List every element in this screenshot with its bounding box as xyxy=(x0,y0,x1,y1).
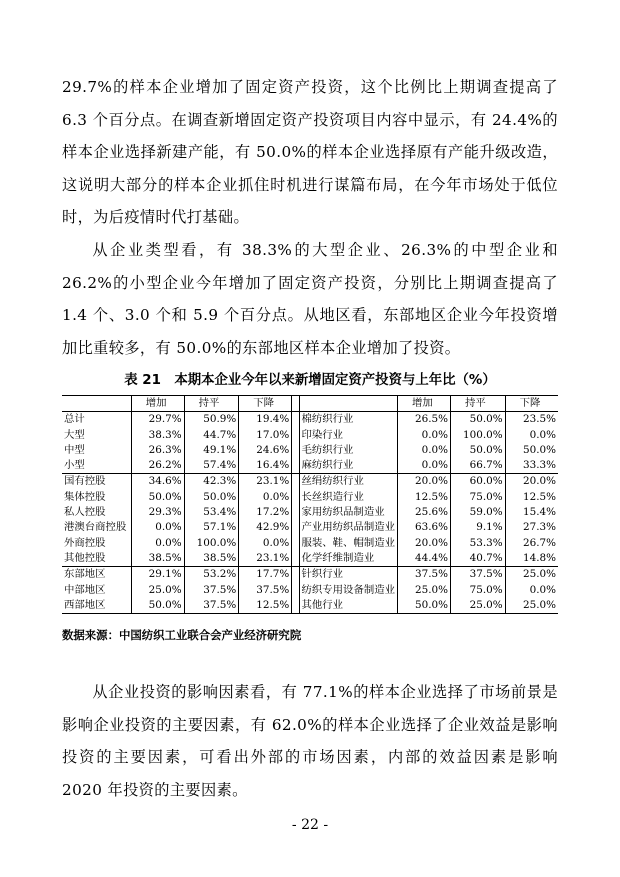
header-decrease: 下降 xyxy=(505,396,558,412)
row-label: 小型 xyxy=(64,459,85,472)
industry-label: 服装、鞋、帽制造业 xyxy=(299,536,398,551)
table-row xyxy=(62,412,558,428)
row-label: 其他控股 xyxy=(64,551,106,564)
gap-cell xyxy=(292,443,299,458)
row-label: 大型 xyxy=(64,428,85,441)
gap-cell xyxy=(292,458,299,474)
industry-label: 棉纺织行业 xyxy=(299,412,398,428)
row-label: 总计 xyxy=(64,413,85,426)
industry-label: 长丝织造行业 xyxy=(299,490,398,505)
table-row xyxy=(62,567,558,583)
value-increase: 0.0% xyxy=(398,458,451,474)
table-row xyxy=(62,520,558,535)
value-decrease: 16.4% xyxy=(239,458,292,474)
value-flat: 50.0% xyxy=(450,412,505,428)
value-increase: 38.5% xyxy=(131,551,184,567)
value-flat: 50.9% xyxy=(184,412,239,428)
value-increase: 20.0% xyxy=(398,536,451,551)
value-decrease: 17.2% xyxy=(239,505,292,520)
value-decrease: 23.1% xyxy=(239,474,292,490)
industry-label: 针织行业 xyxy=(299,567,398,583)
value-decrease: 24.6% xyxy=(239,443,292,458)
gap-cell xyxy=(292,536,299,551)
value-decrease: 12.5% xyxy=(505,490,558,505)
value-increase: 25.6% xyxy=(398,505,451,520)
value-increase: 25.0% xyxy=(398,583,451,598)
value-decrease: 17.0% xyxy=(239,428,292,443)
industry-label: 麻纺织行业 xyxy=(299,458,398,474)
value-flat: 53.3% xyxy=(450,536,505,551)
value-increase: 0.0% xyxy=(398,428,451,443)
industry-label: 化学纤维制造业 xyxy=(299,551,398,567)
paragraph-investment-overview: 29.7%的样本企业增加了固定资产投资，这个比例比上期调查提高了 6.3 个百分点。在调查新增固定资产投资项目内容中显示，有 24.4%的样本企业选择新建产能，有 50.0%的样本企业选择原有产能升级改造，这说明大部分的样本企业抓住时机进行谋篇布局，在今年市场处于低位时，为后疫情时代打基础。 xyxy=(62,78,558,227)
value-decrease: 25.0% xyxy=(505,598,558,614)
industry-label: 印染行业 xyxy=(299,428,398,443)
row-label: 集体控股 xyxy=(64,490,106,503)
table-row xyxy=(62,505,558,520)
value-increase: 50.0% xyxy=(398,598,451,614)
header-decrease: 下降 xyxy=(239,396,292,412)
value-increase: 63.6% xyxy=(398,520,451,535)
industry-label: 毛纺织行业 xyxy=(299,443,398,458)
value-increase: 12.5% xyxy=(398,490,451,505)
value-increase: 25.0% xyxy=(131,583,184,598)
value-decrease: 27.3% xyxy=(505,520,558,535)
gap-cell xyxy=(292,567,299,583)
value-decrease: 15.4% xyxy=(505,505,558,520)
value-increase: 26.3% xyxy=(131,443,184,458)
value-flat: 9.1% xyxy=(450,520,505,535)
row-label: 国有控股 xyxy=(62,474,131,490)
value-decrease: 14.8% xyxy=(505,551,558,567)
value-flat: 100.0% xyxy=(184,536,239,551)
value-decrease: 26.7% xyxy=(505,536,558,551)
value-decrease: 0.0% xyxy=(505,428,558,443)
value-flat: 66.7% xyxy=(450,458,505,474)
value-flat: 42.3% xyxy=(184,474,239,490)
header-gap xyxy=(292,396,299,412)
page-number: - 22 - xyxy=(291,817,329,833)
header-flat: 持平 xyxy=(450,396,505,412)
gap-cell xyxy=(292,474,299,490)
header-blank xyxy=(299,396,398,412)
header-increase: 增加 xyxy=(398,396,451,412)
value-flat: 38.5% xyxy=(184,551,239,567)
value-flat: 37.5% xyxy=(184,583,239,598)
table-row xyxy=(62,536,558,551)
value-flat: 100.0% xyxy=(450,428,505,443)
gap-cell xyxy=(292,583,299,598)
row-label: 港澳台商控股 xyxy=(64,521,127,534)
value-increase: 0.0% xyxy=(398,443,451,458)
value-increase: 38.3% xyxy=(131,428,184,443)
table-row xyxy=(62,443,558,458)
table-row xyxy=(62,490,558,505)
value-decrease: 42.9% xyxy=(239,520,292,535)
gap-cell xyxy=(292,428,299,443)
value-decrease: 19.4% xyxy=(239,412,292,428)
value-increase: 20.0% xyxy=(398,474,451,490)
gap-cell xyxy=(292,551,299,567)
value-decrease: 23.5% xyxy=(505,412,558,428)
investment-table xyxy=(62,395,558,614)
row-label: 中型 xyxy=(64,443,85,456)
paragraph-investment-factors: 从企业投资的影响因素看，有 77.1%的样本企业选择了市场前景是影响企业投资的主要因素，有 62.0%的样本企业选择了企业效益是影响投资的主要因素，可看出外部的市场因素，内部的效益因素是影响 2020 年投资的主要因素。 xyxy=(62,683,558,799)
value-increase: 44.4% xyxy=(398,551,451,567)
gap-cell xyxy=(292,520,299,535)
value-decrease: 12.5% xyxy=(239,598,292,614)
value-increase: 26.5% xyxy=(398,412,451,428)
value-increase: 37.5% xyxy=(398,567,451,583)
value-flat: 49.1% xyxy=(184,443,239,458)
value-flat: 37.5% xyxy=(184,598,239,614)
value-flat: 40.7% xyxy=(450,551,505,567)
value-decrease: 33.3% xyxy=(505,458,558,474)
table-header-row xyxy=(62,396,558,412)
value-decrease: 37.5% xyxy=(239,583,292,598)
paragraph-enterprise-type: 从企业类型看，有 38.3%的大型企业、26.3%的中型企业和 26.2%的小型企业今年增加了固定资产投资，分别比上期调查提高了 1.4 个、3.0 个和 5.9 个百分点。从地区看，东部地区企业今年投资增加比重较多，有 50.0%的东部地区样本企业增加了投资。 xyxy=(62,241,558,357)
table-row xyxy=(62,598,558,614)
value-increase: 0.0% xyxy=(131,536,184,551)
value-decrease: 50.0% xyxy=(505,443,558,458)
table-row xyxy=(62,458,558,474)
row-label: 私人控股 xyxy=(64,506,106,519)
value-flat: 44.7% xyxy=(184,428,239,443)
table-caption: 表 21 本期本企业今年以来新增固定资产投资与上年比（%） xyxy=(124,373,496,388)
row-label: 东部地区 xyxy=(62,567,131,583)
value-flat: 75.0% xyxy=(450,583,505,598)
value-flat: 57.1% xyxy=(184,520,239,535)
value-increase: 29.7% xyxy=(131,412,184,428)
value-decrease: 0.0% xyxy=(505,583,558,598)
value-decrease: 20.0% xyxy=(505,474,558,490)
value-flat: 53.4% xyxy=(184,505,239,520)
value-decrease: 17.7% xyxy=(239,567,292,583)
row-label: 西部地区 xyxy=(62,598,131,614)
value-flat: 53.2% xyxy=(184,567,239,583)
industry-label: 其他行业 xyxy=(299,598,398,614)
table-body xyxy=(62,412,558,614)
value-flat: 50.0% xyxy=(450,443,505,458)
industry-label: 家用纺织品制造业 xyxy=(299,505,398,520)
value-flat: 59.0% xyxy=(450,505,505,520)
value-flat: 60.0% xyxy=(450,474,505,490)
value-increase: 29.3% xyxy=(131,505,184,520)
data-source-note: 数据来源：中国纺织工业联合会产业经济研究院 xyxy=(62,628,302,642)
gap-cell xyxy=(292,490,299,505)
table-row xyxy=(62,583,558,598)
header-increase: 增加 xyxy=(131,396,184,412)
gap-cell xyxy=(292,412,299,428)
value-decrease: 23.1% xyxy=(239,551,292,567)
value-increase: 34.6% xyxy=(131,474,184,490)
value-decrease: 0.0% xyxy=(239,536,292,551)
value-flat: 25.0% xyxy=(450,598,505,614)
value-increase: 50.0% xyxy=(131,490,184,505)
value-flat: 75.0% xyxy=(450,490,505,505)
gap-cell xyxy=(292,505,299,520)
value-flat: 57.4% xyxy=(184,458,239,474)
industry-label: 纺织专用设备制造业 xyxy=(299,583,398,598)
table-row xyxy=(62,428,558,443)
table-row xyxy=(62,474,558,490)
value-decrease: 0.0% xyxy=(239,490,292,505)
industry-label: 产业用纺织品制造业 xyxy=(299,520,398,535)
value-increase: 50.0% xyxy=(131,598,184,614)
value-increase: 29.1% xyxy=(131,567,184,583)
row-label: 外商控股 xyxy=(64,536,106,549)
value-flat: 37.5% xyxy=(450,567,505,583)
value-increase: 26.2% xyxy=(131,458,184,474)
gap-cell xyxy=(292,598,299,614)
header-blank xyxy=(62,396,131,412)
value-decrease: 25.0% xyxy=(505,567,558,583)
row-label: 中部地区 xyxy=(64,583,106,596)
table-row xyxy=(62,551,558,567)
value-increase: 0.0% xyxy=(131,520,184,535)
industry-label: 丝绢纺织行业 xyxy=(299,474,398,490)
header-flat: 持平 xyxy=(184,396,239,412)
value-flat: 50.0% xyxy=(184,490,239,505)
